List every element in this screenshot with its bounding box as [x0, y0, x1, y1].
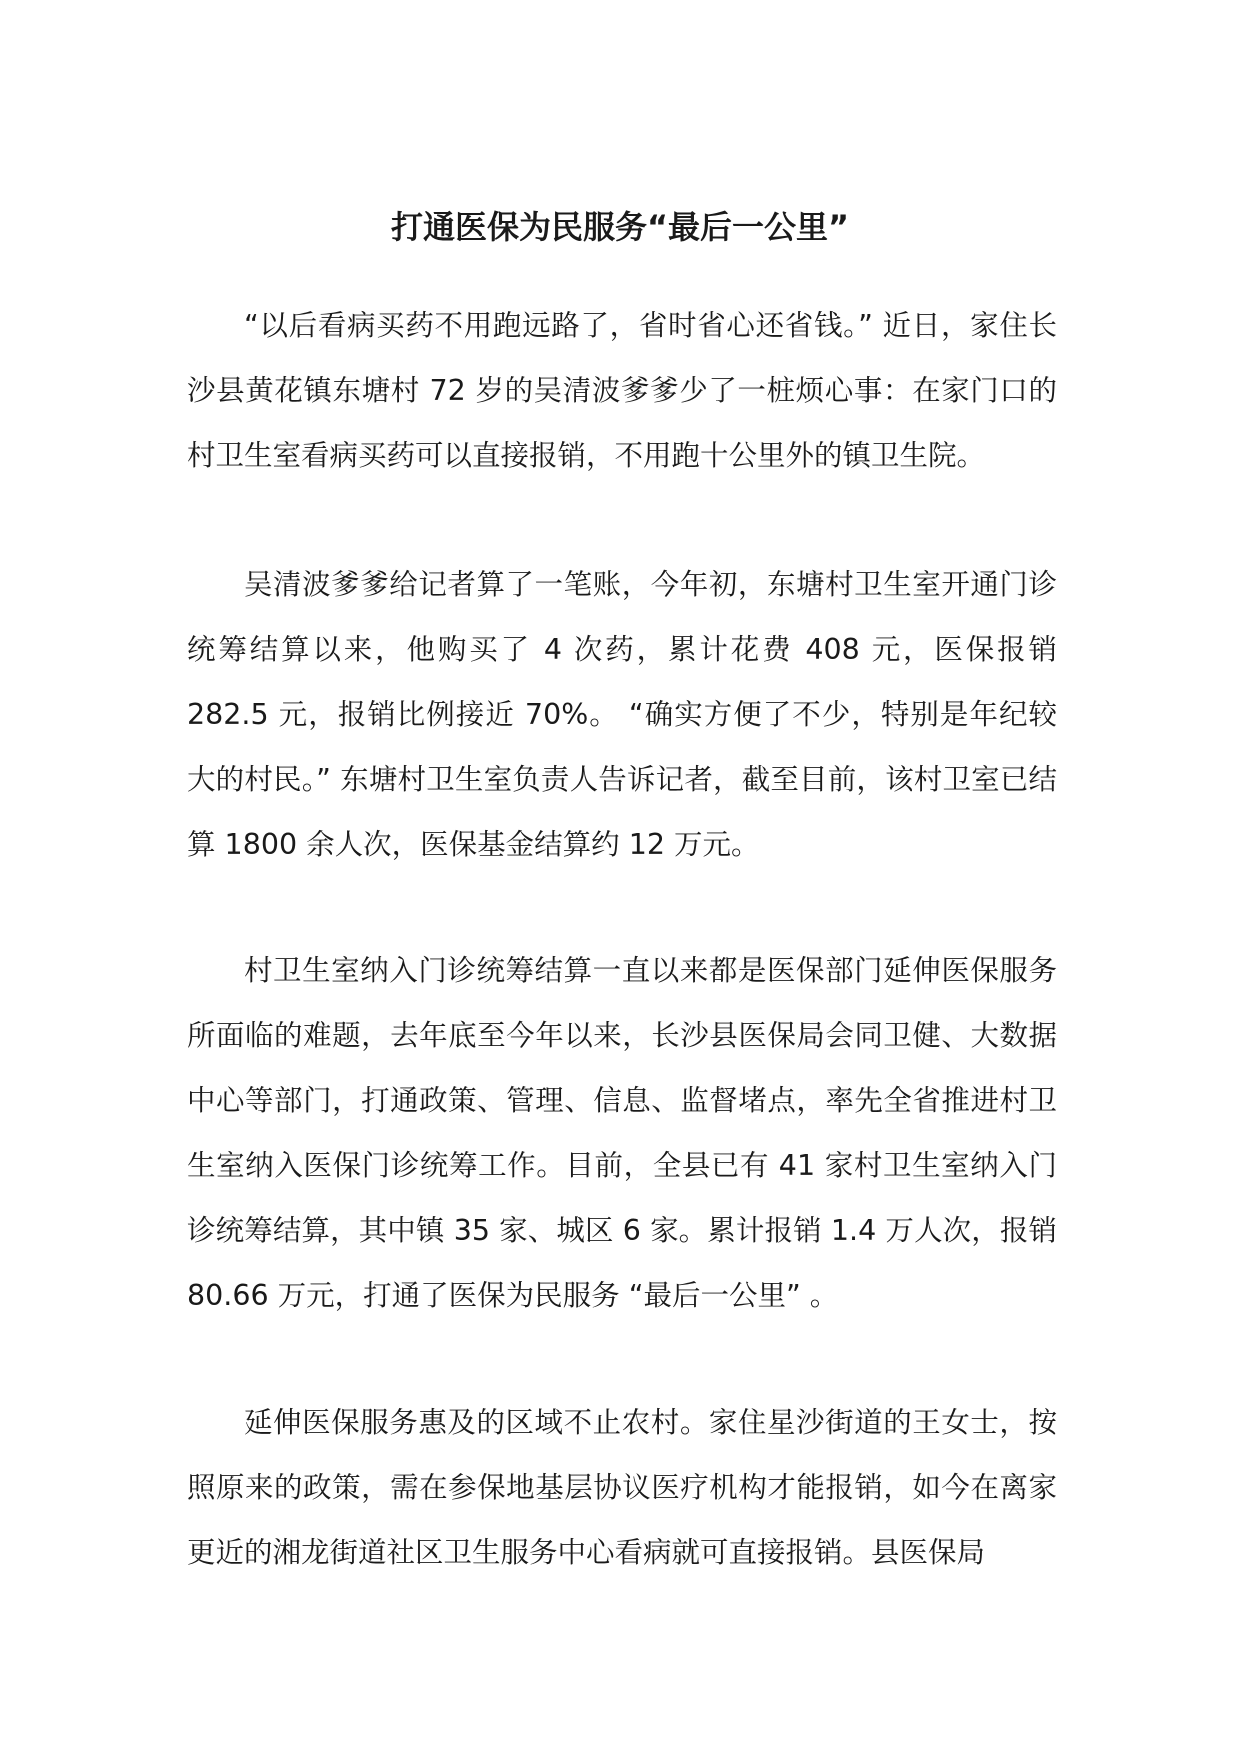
paragraph-3: 村卫生室纳入门诊统筹结算一直以来都是医保部门延伸医保服务所面临的难题，去年底至今年以来，长沙县医保局会同卫健、大数据中心等部门，打通政策、管理、信息、监督堵点，率先全省推进村卫生室纳入医保门诊统筹工作。目前，全县已有 41 家村卫生室纳入门诊统筹结算，其中镇 35 家、城区 6 家。累计报销 1.4 万人次，报销 80.66 万元，打通了医保为民服务 “最后一公里” 。	[187, 954, 1057, 1312]
paragraph-4: 延伸医保服务惠及的区域不止农村。家住星沙街道的王女士，按照原来的政策，需在参保地基层协议医疗机构才能报销，如今在离家更近的湘龙街道社区卫生服务中心看病就可直接报销。县医保局	[187, 1406, 1057, 1569]
paragraph-2: 吴清波爹爹给记者算了一笔账，今年初，东塘村卫生室开通门诊统筹结算以来，他购买了 4 次药，累计花费 408 元，医保报销 282.5 元，报销比例接近 70%。 “确实方便了不少，特别是年纪较大的村民。” 东塘村卫生室负责人告诉记者，截至目前，该村卫室已结算 1800 余人次，医保基金结算约 12 万元。	[187, 568, 1057, 861]
document-title: 打通医保为民服务“最后一公里”	[390, 208, 850, 246]
paragraph-1: “以后看病买药不用跑远路了，省时省心还省钱。” 近日，家住长沙县黄花镇东塘村 72 岁的吴清波爹爹少了一桩烦心事：在家门口的村卫生室看病买药可以直接报销，不用跑十公里外的镇卫生院。	[187, 309, 1057, 472]
